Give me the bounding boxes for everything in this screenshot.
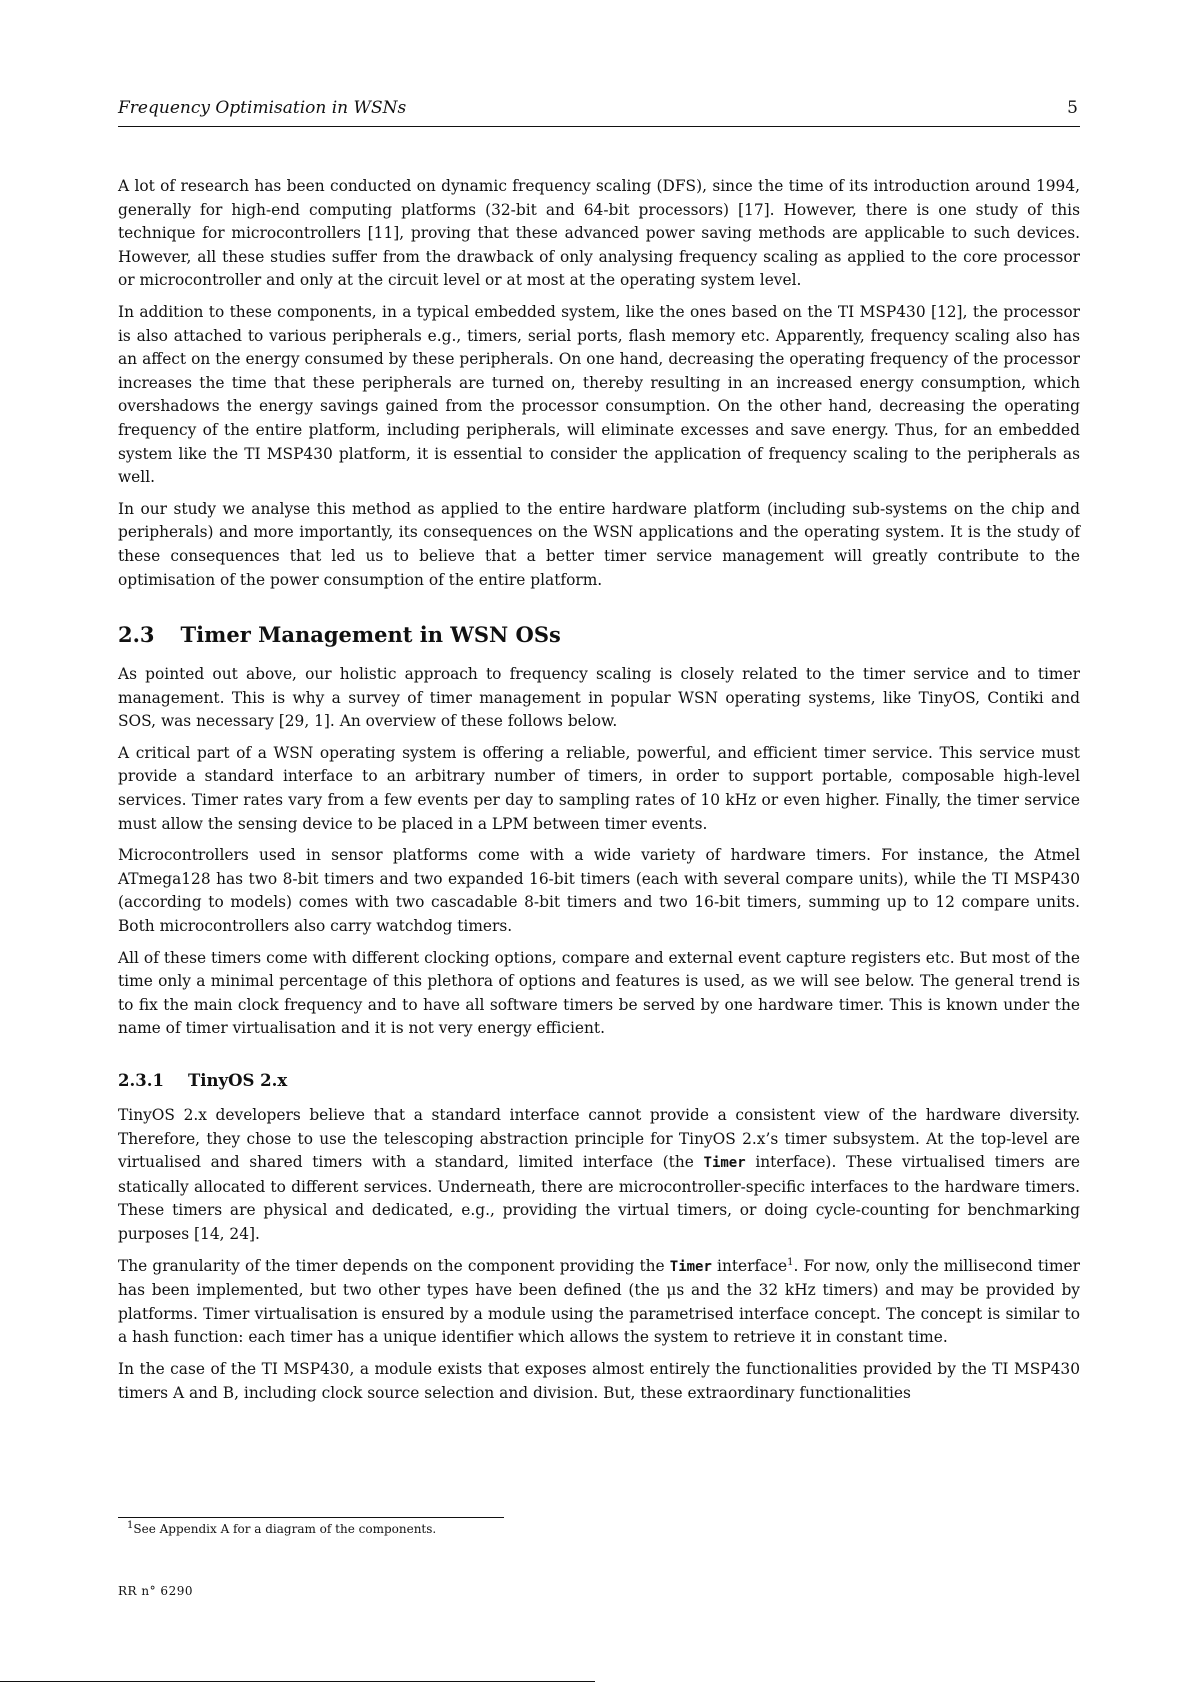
footnote-mark: 1 bbox=[787, 1256, 794, 1268]
subsection-paragraph-2 bbox=[118, 1255, 1080, 1350]
intro-paragraph-3: In our study we analyse this method as applied to the entire hardware platform (including sub-systems on the chip and peripherals) and more importantly, its consequences on the WSN applications and the operating system. It is the study of these consequences that led us to believe that a better timer service management will greatly contribute to the optimisation of the power consumption of the entire platform. bbox=[118, 499, 1080, 589]
text-run: TinyOS 2.x developers believe that a standard interface cannot provide a consistent view of the hardware diversity. Therefore, they chose to use the telescoping abstraction principle for TinyOS 2.x’s timer subsystem. At the top-level are virtualised and shared timers with a standard, limited interface (the bbox=[118, 1106, 1080, 1172]
report-footer: RR n° 6290 bbox=[118, 1584, 193, 1598]
running-header bbox=[118, 96, 1080, 127]
section-paragraph-3: Microcontrollers used in sensor platforms come with a wide variety of hardware timers. For instance, the Atmel ATmega128 has two 8-bit timers and two expanded 16-bit timers (each with several compare units), while the TI MSP430 (according to models) comes with two cascadable 8-bit timers and two 16-bit timers, summing up to 12 compare units. Both microcontrollers also carry watchdog timers. bbox=[118, 846, 1080, 936]
text-run: . For now, only the millisecond timer has been implemented, but two other types have been defined (the μs and the 32 kHz timers) and may be provided by platforms. Timer virtualisation is ensured by a module using the parametrised interface concept. The concept is similar to a hash function: each timer has a unique identifier which allows the system to retrieve it in constant time. bbox=[118, 1256, 1081, 1347]
text-run: interface). These virtualised timers are statically allocated to different services. Underneath, there are microcontroller-specific interfaces to the hardware timers. These timers are physical and dedicated, e.g., providing the virtual timers, or doing cycle-counting for benchmarking purposes [14, 24]. bbox=[118, 1153, 1080, 1243]
code-timer: Timer bbox=[703, 1155, 746, 1172]
section-paragraph-1: As pointed out above, our holistic approach to frequency scaling is closely related to the timer service and to timer management. This is why a survey of timer management in popular WSN operating systems, like TinyOS, Contiki and SOS, was necessary [29, 1]. An overview of these follows below. bbox=[118, 665, 1080, 731]
running-title: Frequency Optimisation in WSNs bbox=[118, 98, 407, 118]
subsection-heading bbox=[118, 1071, 1080, 1090]
footnote bbox=[127, 1522, 436, 1536]
section-title: Timer Management in WSN OSs bbox=[180, 622, 561, 648]
subsection-paragraph-3: In the case of the TI MSP430, a module exists that exposes almost entirely the functionalities provided by the TI MSP430 timers A and B, including clock source selection and division. But, these extraordinary functionalities bbox=[118, 1359, 1080, 1402]
page-number: 5 bbox=[1067, 98, 1078, 118]
intro-paragraph-1: A lot of research has been conducted on dynamic frequency scaling (DFS), since the time of its introduction around 1994, generally for high-end computing platforms (32-bit and 64-bit processors) [17]. However, there is one study of this technique for microcontrollers [11], proving that these advanced power saving methods are applicable to such devices. However, all these studies suffer from the drawback of only analysing frequency scaling as applied to the core processor or microcontroller and only at the circuit level or at most at the operating system level. bbox=[118, 177, 1080, 290]
footnote-rule bbox=[118, 1517, 504, 1518]
intro-paragraph-2: In addition to these components, in a typical embedded system, like the ones based on the TI MSP430 [12], the processor is also attached to various peripherals e.g., timers, serial ports, flash memory etc. Apparently, frequency scaling also has an affect on the energy consumed by these peripherals. On one hand, decreasing the operating frequency of the processor increases the time that these peripherals are turned on, thereby resulting in an increased energy consumption, which overshadows the energy savings gained from the processor consumption. On the other hand, decreasing the operating frequency of the entire platform, including peripherals, will eliminate excesses and save energy. Thus, for an embedded system like the TI MSP430 platform, it is essential to consider the application of frequency scaling to the peripherals as well. bbox=[118, 302, 1080, 487]
text-run: The granularity of the timer depends on the component providing the bbox=[118, 1256, 670, 1275]
section-heading bbox=[118, 622, 1080, 647]
code-timer: Timer bbox=[669, 1258, 712, 1275]
page-body bbox=[118, 175, 1080, 1413]
text-run: interface bbox=[711, 1256, 788, 1275]
section-number: 2.3 bbox=[118, 622, 155, 648]
subsection-paragraph-1 bbox=[118, 1104, 1080, 1247]
subsection-number: 2.3.1 bbox=[118, 1071, 164, 1090]
section-paragraph-2: A critical part of a WSN operating system is offering a reliable, powerful, and efficient timer service. This service must provide a standard interface to an arbitrary number of timers, in order to support portable, composable high-level services. Timer rates vary from a few events per day to sampling rates of 10 kHz or even higher. Finally, the timer service must allow the sensing device to be placed in a LPM between timer events. bbox=[118, 743, 1080, 833]
footnote-number: 1 bbox=[127, 1520, 134, 1531]
section-paragraph-4: All of these timers come with different clocking options, compare and external event capture registers etc. But most of the time only a minimal percentage of this plethora of options and features is used, as we will see below. The general trend is to fix the main clock frequency and to have all software timers be served by one hardware timer. This is known under the name of timer virtualisation and it is not very energy efficient. bbox=[118, 948, 1080, 1038]
footnote-text: See Appendix A for a diagram of the components. bbox=[133, 1522, 437, 1536]
bottom-border-line bbox=[0, 1681, 595, 1682]
subsection-title: TinyOS 2.x bbox=[187, 1071, 288, 1090]
